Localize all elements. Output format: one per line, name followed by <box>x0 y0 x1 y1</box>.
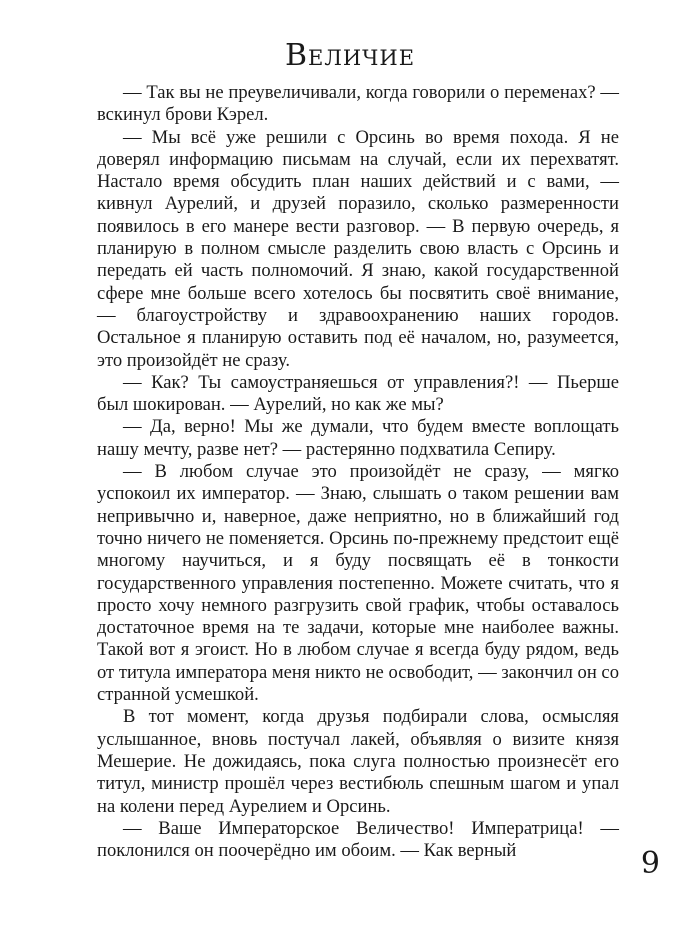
body-text <box>97 82 619 862</box>
paragraph: — Ваше Императорское Величество! Императрица! — поклонился он поочерёдно им обоим. — Как верный <box>97 817 619 862</box>
running-head: Величие <box>284 38 416 73</box>
paragraph: — Так вы не преувеличивали, когда говорили о переменах? — вскинул брови Кэрел. <box>97 82 619 126</box>
paragraph: — Мы всё уже решили с Орсинь во время похода. Я не доверял информацию письмам на случай, если их перехватят. Настало время обсудить план наших действий и с вами, — кивнул Аурелий, и друзей поразило, сколько размеренности появилось в его манере вести разговор. — В первую очередь, я планирую в полном смысле разделить свою власть с Орсинь и передать ей часть полномочий. Я знаю, какой государственной сфере мне больше всего хотелось бы посвятить своё внимание, — благоустройству и здравоохранению наших городов. Остальное я планирую оставить под её началом, но, разумеется, это произойдёт не сразу. <box>97 126 619 371</box>
paragraph: — Как? Ты самоустраняешься от управления?! — Пьерше был шокирован. — Аурелий, но как же мы? <box>97 371 619 416</box>
paragraph: В тот момент, когда друзья подбирали слова, осмысляя услышанное, вновь постучал лакей, объявляя о визите князя Мешерие. Не дожидаясь, пока слуга полностью произнесёт его титул, министр прошёл через вестибюль спешным шагом и упал на колени перед Аурелием и Орсинь. <box>97 706 619 817</box>
paragraph: — Да, верно! Мы же думали, что будем вместе воплощать нашу мечту, разве нет? — растерянно подхватила Сепиру. <box>97 416 619 460</box>
page-number: 9 <box>640 846 660 881</box>
paragraph: — В любом случае это произойдёт не сразу, — мягко успокоил их император. — Знаю, слышать о таком решении вам непривычно и, наверное, даже неприятно, но в ближайший год точно ничего не поменяется. Орсинь по-прежнему предстоит ещё многому научиться, и я буду посвящать её в тонкости государственного управления постепенно. Можете считать, что я просто хочу немного разгрузить свой график, чтобы оставалось достаточное время на те задачи, которые мне наиболее важны. Такой вот я эгоист. Но в любом случае я всегда буду рядом, ведь от титула императора меня никто не освободит, — закончил он со странной усмешкой. <box>97 461 619 706</box>
